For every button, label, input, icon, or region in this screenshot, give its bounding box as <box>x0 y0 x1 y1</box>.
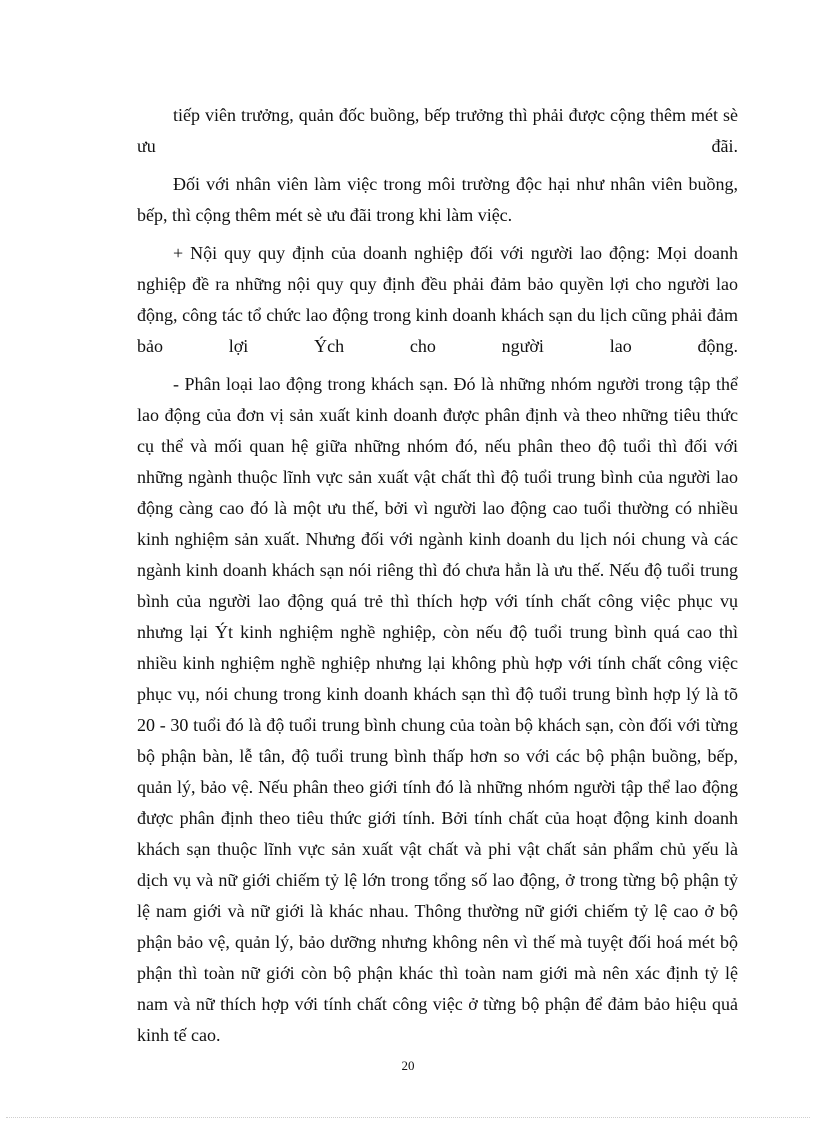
paragraph-labor-classification: - Phân loại lao động trong khách sạn. Đó là những nhóm người trong tập thể lao động của đơn vị sản xuất kinh doanh được phân định và theo những tiêu thức cụ thể và mối quan hệ giữa những nhóm đó, nếu phân theo độ tuổi thì đối với những ngành thuộc lĩnh vực sản xuất vật chất thì độ tuổi trung bình của người lao động càng cao đó là một ưu thế, bởi vì người lao động cao tuổi thường có nhiều kinh nghiệm sản xuất. Nhưng đối với ngành kinh doanh du lịch nói chung và các ngành kinh doanh khách sạn nói riêng thì đó chưa hẳn là ưu thế. Nếu độ tuổi trung bình của người lao động quá trẻ thì thích hợp với tính chất công việc phục vụ nhưng lại Ýt kinh nghiệm nghề nghiệp, còn nếu độ tuổi trung bình quá cao thì nhiều kinh nghiệm nghề nghiệp nhưng lại không phù hợp với tính chất công việc phục vụ, nói chung trong kinh doanh khách sạn thì độ tuổi trung bình hợp lý là tõ 20 - 30 tuổi đó là độ tuổi trung bình chung của toàn bộ khách sạn, còn đối với từng bộ phận bàn, lễ tân, độ tuổi trung bình thấp hơn so với các bộ phận buồng, bếp, quản lý, bảo vệ. Nếu phân theo giới tính đó là những nhóm người tập thể lao động được phân định theo tiêu thức giới tính. Bởi tính chất của hoạt động kinh doanh khách sạn thuộc lĩnh vực sản xuất vật chất và phi vật chất sản phẩm chủ yếu là dịch vụ và nữ giới chiếm tỷ lệ lớn trong tổng số lao động, ở trong từng bộ phận tỷ lệ nam giới và nữ giới là khác nhau. Thông thường nữ giới chiếm tỷ lệ cao ở bộ phận bảo vệ, quản lý, bảo dưỡng nhưng không nên vì thế mà tuyệt đối hoá mét bộ phận thì toàn nữ giới còn bộ phận khác thì toàn nam giới mà nên xác định tỷ lệ nam và nữ thích hợp với tính chất công việc ở từng bộ phận để đảm bảo hiệu quả kinh tế cao. <box>137 374 738 1045</box>
body-text <box>137 100 738 1058</box>
page-number: 20 <box>401 1058 415 1073</box>
paragraph-internal-rules: + Nội quy quy định của doanh nghiệp đối với người lao động: Mọi doanh nghiệp đề ra những nội quy quy định đều phải đảm bảo quyền lợi cho người lao động, công tác tổ chức lao động trong kinh doanh khách sạn du lịch cũng phải đảm bảo lợi Ých cho người lao động. <box>137 243 738 356</box>
paragraph-hazardous-environment: Đối với nhân viên làm việc trong môi trường độc hại như nhân viên buồng, bếp, thì cộng thêm mét sè ưu đãi trong khi làm việc. <box>137 174 738 225</box>
page-bottom-divider <box>6 1117 810 1118</box>
paragraph-incentives-continued: tiếp viên trưởng, quản đốc buồng, bếp trưởng thì phải được cộng thêm mét sè ưu đãi. <box>137 105 738 156</box>
